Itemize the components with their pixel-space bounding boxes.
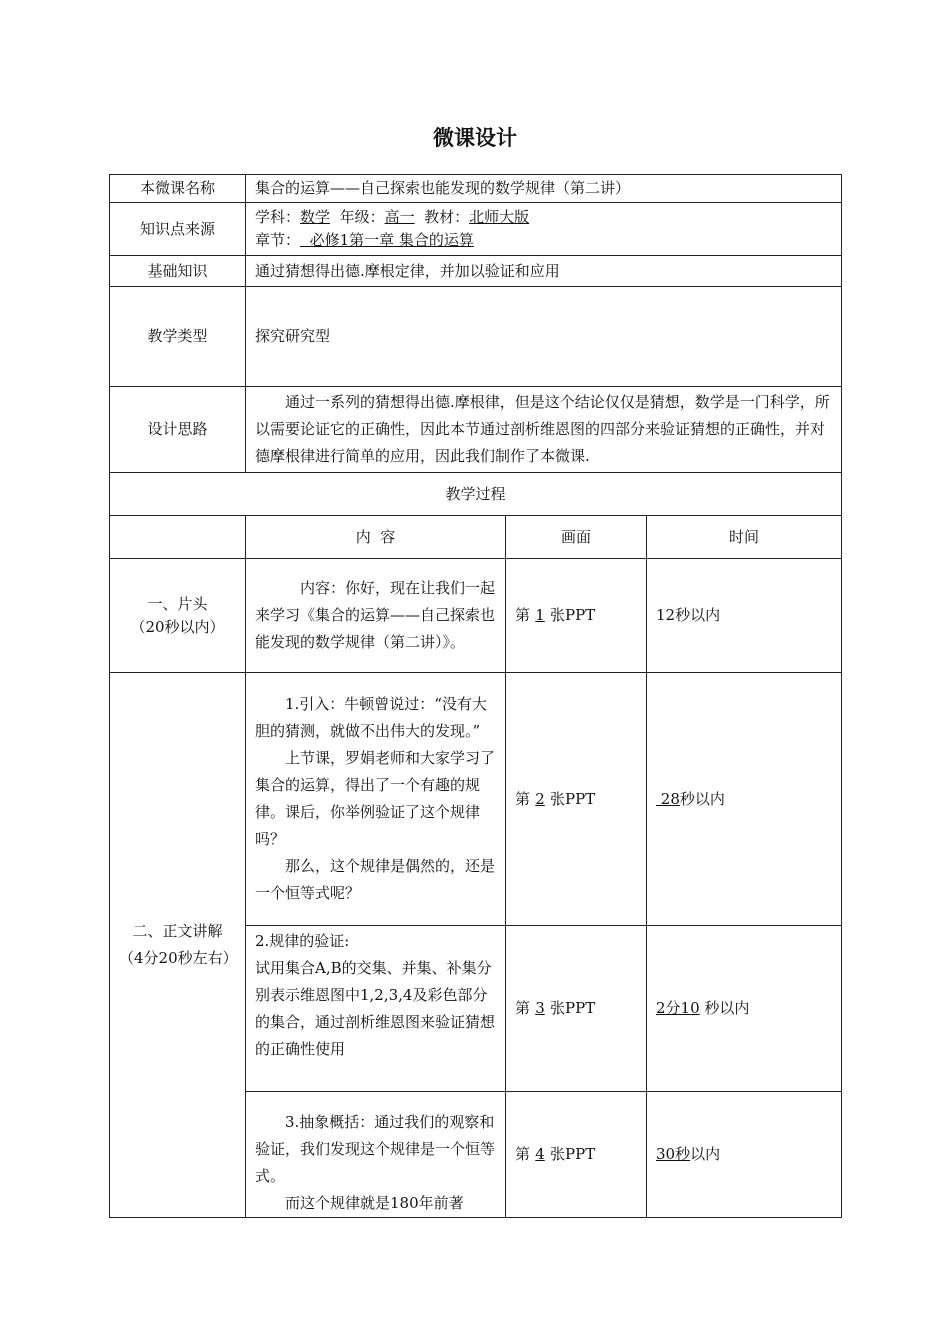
section-1-label: 一、片头 （20秒以内）	[110, 559, 246, 673]
verification-screen: 第 3 张PPT	[506, 926, 647, 1092]
chapter-label: 章节：	[255, 231, 301, 249]
intro-screen: 第 2 张PPT	[506, 673, 647, 926]
verification-content: 2.规律的验证: 试用集合A,B的交集、并集、补集分别表示维恩图中1,2,3,4及彩色部分的集合，通过剖析维恩图来验证猜想的正确性使用	[246, 926, 506, 1092]
value-source	[246, 203, 842, 256]
section-1-content: 内容：你好，现在让我们一起来学习《集合的运算——自己探索也能发现的数学规律（第二讲）》。	[246, 559, 506, 673]
value-basic: 通过猜想得出德.摩根定律，并加以验证和应用	[246, 256, 842, 287]
row-course-name	[110, 175, 842, 203]
grade-value: 高一	[384, 208, 415, 226]
label-type: 教学类型	[110, 287, 246, 387]
abstraction-screen: 第 4 张PPT	[506, 1092, 647, 1218]
lesson-design-table	[109, 174, 842, 1218]
intro-time: 28秒以内	[647, 673, 842, 926]
header-content: 内 容	[246, 516, 506, 559]
label-basic: 基础知识	[110, 256, 246, 287]
section-1-time: 12秒以内	[647, 559, 842, 673]
header-blank	[110, 516, 246, 559]
intro-content: 1.引入：牛顿曾说过：“没有大胆的猜测，就做不出伟大的发现。” 上节课，罗娟老师和大家学习了集合的运算，得出了一个有趣的规律。课后，你举例验证了这个规律吗？ 那么，这个规律是偶然的，还是一个恒等式呢？	[246, 673, 506, 926]
row-section-1	[110, 559, 842, 673]
section-1-screen: 第 1 张PPT	[506, 559, 647, 673]
section-2-label: 二、正文讲解 （4分20秒左右）	[110, 673, 246, 1218]
textbook-value: 北师大版	[469, 208, 530, 226]
header-time: 时间	[647, 516, 842, 559]
header-screen: 画面	[506, 516, 647, 559]
label-course-name: 本微课名称	[110, 175, 246, 203]
value-type: 探究研究型	[246, 287, 842, 387]
grade-label: 年级：	[339, 208, 385, 226]
value-course-name: 集合的运算——自己探索也能发现的数学规律（第二讲）	[246, 175, 842, 203]
document-title: 微课设计	[433, 126, 517, 150]
abstraction-time: 30秒以内	[647, 1092, 842, 1218]
row-type	[110, 287, 842, 387]
subject-label: 学科：	[255, 208, 301, 226]
row-column-headers	[110, 516, 842, 559]
process-header: 教学过程	[110, 473, 842, 516]
row-basic	[110, 256, 842, 287]
row-intro	[110, 673, 842, 926]
verification-time: 2分10 秒以内	[647, 926, 842, 1092]
label-source: 知识点来源	[110, 203, 246, 256]
chapter-value: 必修1第一章 集合的运算	[309, 231, 474, 249]
abstraction-content: 3.抽象概括：通过我们的观察和验证，我们发现这个规律是一个恒等式。 而这个规律就是180年前著	[246, 1092, 506, 1218]
value-design: 通过一系列的猜想得出德.摩根律，但是这个结论仅仅是猜想，数学是一门科学，所以需要论证它的正确性，因此本节通过剖析维恩图的四部分来验证猜想的正确性，并对德摩根律进行简单的应用，因此我们制作了本微课.	[246, 387, 842, 473]
row-process-header	[110, 473, 842, 516]
row-source	[110, 203, 842, 256]
row-design	[110, 387, 842, 473]
subject-value: 数学	[300, 208, 331, 226]
label-design: 设计思路	[110, 387, 246, 473]
textbook-label: 教材：	[424, 208, 470, 226]
